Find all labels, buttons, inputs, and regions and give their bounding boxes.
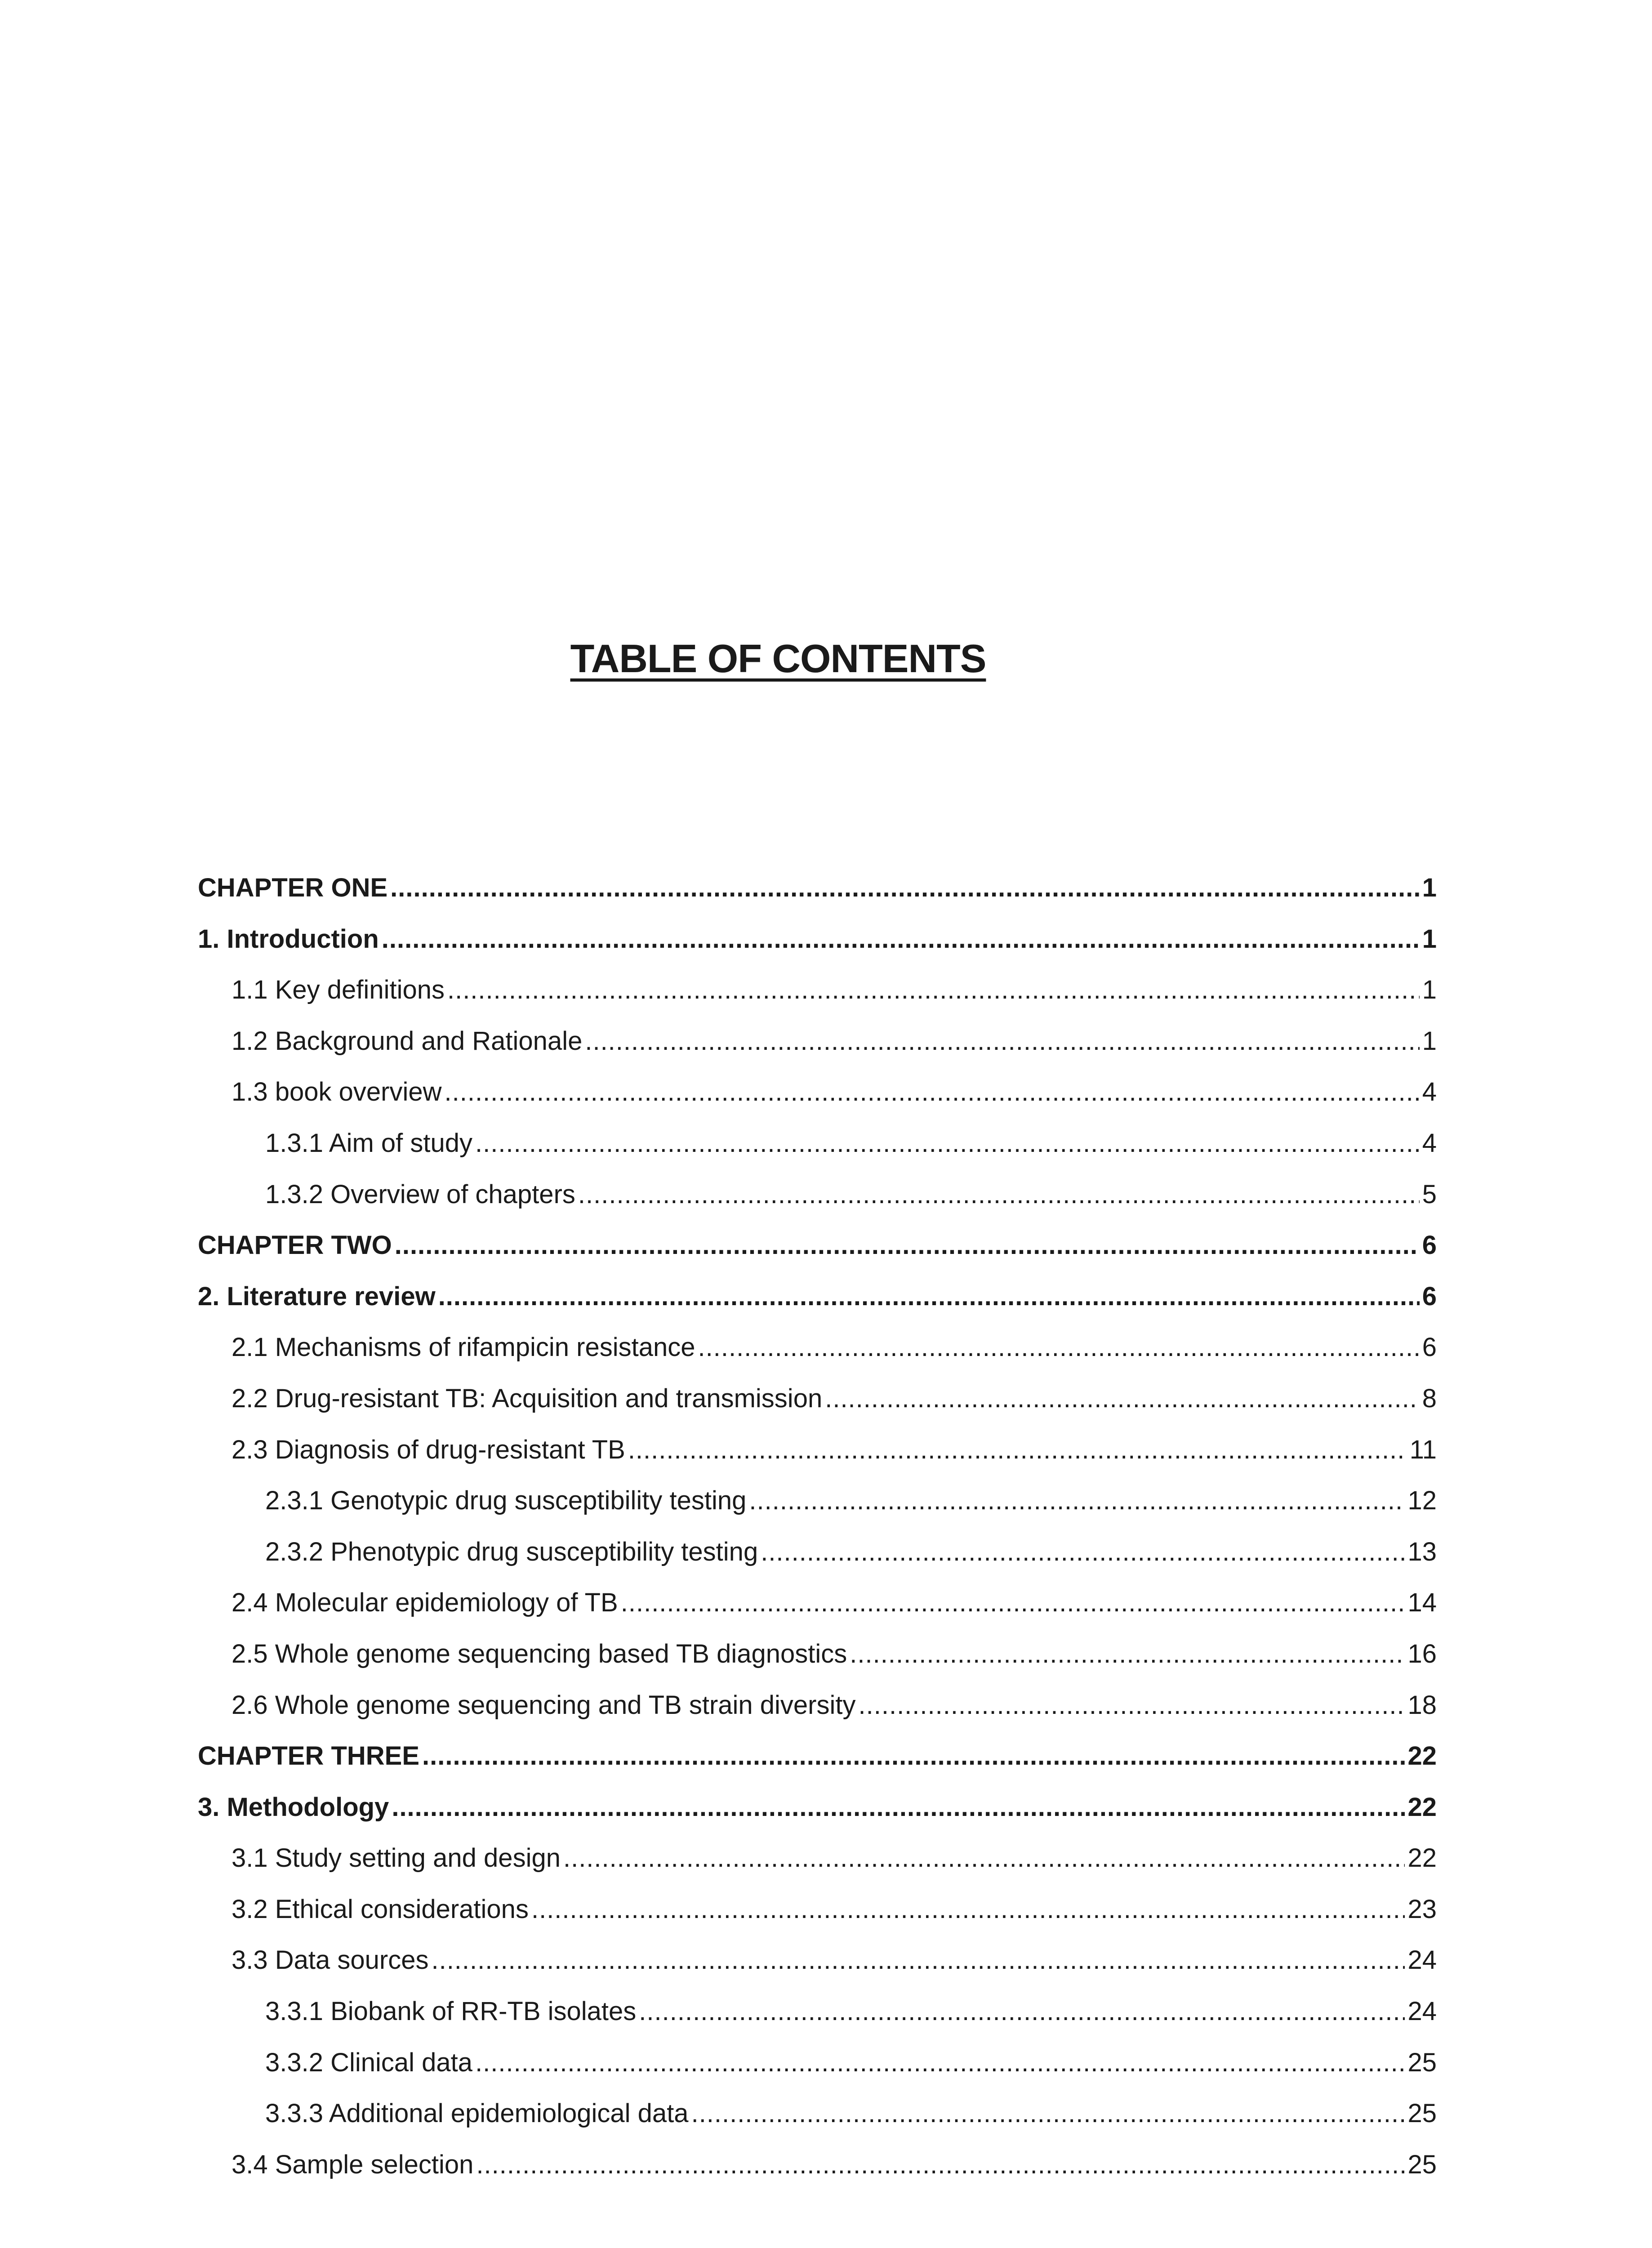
toc-entry[interactable]: [198, 1424, 1437, 1476]
toc-entry-label: 3.3.1 Biobank of RR-TB isolates: [265, 1997, 637, 2026]
toc-dot-leader: [390, 862, 1420, 914]
toc-dot-leader: [444, 1066, 1419, 1118]
toc-entry-label: 3.3.2 Clinical data: [265, 2047, 473, 2077]
toc-dot-leader: [475, 2037, 1405, 2088]
toc-entry[interactable]: [198, 1066, 1437, 1118]
page-title: TABLE OF CONTENTS: [570, 636, 986, 681]
toc-dot-leader: [431, 1935, 1405, 1986]
toc-entry[interactable]: [198, 1833, 1437, 1884]
toc-entry-page-number: 1: [1422, 1026, 1437, 1056]
toc-entry-label: 3. Methodology: [198, 1792, 389, 1822]
toc-entry-label: 3.1 Study setting and design: [232, 1843, 561, 1873]
toc-dot-leader: [392, 1782, 1405, 1833]
toc-entry-page-number: 23: [1407, 1894, 1437, 1924]
toc-entry[interactable]: [198, 1884, 1437, 1935]
toc-entry[interactable]: [198, 1373, 1437, 1424]
toc-entry-page-number: 1: [1422, 873, 1437, 902]
toc-dot-leader: [476, 2139, 1405, 2190]
toc-entry-label: 2.1 Mechanisms of rifampicin resistance: [232, 1333, 695, 1362]
toc-dot-leader: [749, 1475, 1405, 1526]
toc-dot-leader: [628, 1424, 1407, 1476]
toc-entry-page-number: 25: [1407, 2150, 1437, 2179]
toc-entry[interactable]: [198, 1731, 1437, 1782]
toc-entry-label: CHAPTER ONE: [198, 873, 388, 902]
toc-entry-page-number: 6: [1422, 1231, 1437, 1260]
toc-entry-label: 3.4 Sample selection: [232, 2150, 474, 2179]
toc-entry-page-number: 1: [1422, 975, 1437, 1005]
toc-dot-leader: [531, 1884, 1405, 1935]
toc-entry-label: 3.3.3 Additional epidemiological data: [265, 2099, 689, 2128]
toc-entry-label: 1.3.2 Overview of chapters: [265, 1179, 575, 1209]
toc-dot-leader: [438, 1271, 1420, 1322]
toc-entry-page-number: 13: [1407, 1537, 1437, 1566]
toc-dot-leader: [578, 1169, 1420, 1220]
toc-dot-leader: [761, 1526, 1405, 1578]
toc-entry[interactable]: [198, 1577, 1437, 1628]
toc-entry-label: 2.5 Whole genome sequencing based TB diagnostics: [232, 1639, 847, 1668]
toc-entry[interactable]: [198, 1322, 1437, 1373]
toc-entry-page-number: 1: [1422, 924, 1437, 954]
toc-entry[interactable]: [198, 1986, 1437, 2037]
toc-entry-label: 3.2 Ethical considerations: [232, 1894, 529, 1924]
toc-entry[interactable]: [198, 1526, 1437, 1578]
toc-entry-page-number: 22: [1407, 1792, 1437, 1822]
toc-entry-page-number: 6: [1422, 1333, 1437, 1362]
toc-dot-leader: [859, 1680, 1405, 1731]
toc-dot-leader: [621, 1577, 1405, 1628]
toc-entry-label: 2.3 Diagnosis of drug-resistant TB: [232, 1435, 625, 1464]
toc-entry-page-number: 24: [1407, 1945, 1437, 1975]
toc-dot-leader: [563, 1833, 1405, 1884]
toc-dot-leader: [850, 1628, 1405, 1680]
toc-entry[interactable]: [198, 1680, 1437, 1731]
toc-entry-page-number: 18: [1407, 1690, 1437, 1720]
toc-entry[interactable]: [198, 1628, 1437, 1680]
toc-dot-leader: [475, 1118, 1420, 1169]
toc-entry-label: 1.3.1 Aim of study: [265, 1128, 473, 1158]
toc-entry[interactable]: [198, 1016, 1437, 1067]
toc-entry-page-number: 4: [1422, 1077, 1437, 1107]
toc-entry[interactable]: [198, 1475, 1437, 1526]
toc-entry-page-number: 16: [1407, 1639, 1437, 1668]
toc-entry-page-number: 12: [1407, 1486, 1437, 1516]
toc-entry-label: 1. Introduction: [198, 924, 379, 954]
toc-entry[interactable]: [198, 1169, 1437, 1220]
toc-entry-page-number: 14: [1407, 1588, 1437, 1618]
toc-entry-label: 2.2 Drug-resistant TB: Acquisition and transmission: [232, 1383, 823, 1413]
toc-entry-page-number: 8: [1422, 1383, 1437, 1413]
toc-entry-page-number: 4: [1422, 1128, 1437, 1158]
toc-entry-page-number: 25: [1407, 2099, 1437, 2128]
toc-entry[interactable]: [198, 1782, 1437, 1833]
toc-dot-leader: [698, 1322, 1420, 1373]
toc-entry-label: 2.6 Whole genome sequencing and TB strain diversity: [232, 1690, 856, 1720]
toc-dot-leader: [447, 964, 1420, 1016]
toc-entry[interactable]: [198, 862, 1437, 914]
toc-entry[interactable]: [198, 914, 1437, 965]
toc-entry[interactable]: [198, 2139, 1437, 2190]
toc-entry-label: 3.3 Data sources: [232, 1945, 429, 1975]
toc-dot-leader: [639, 1986, 1405, 2037]
toc-entry[interactable]: [198, 2088, 1437, 2139]
toc-entry-page-number: 22: [1407, 1843, 1437, 1873]
toc-entry-page-number: 25: [1407, 2047, 1437, 2077]
toc-entry[interactable]: [198, 964, 1437, 1016]
toc-entry-label: 1.1 Key definitions: [232, 975, 445, 1005]
toc-dot-leader: [395, 1220, 1420, 1271]
toc-entry-page-number: 22: [1407, 1741, 1437, 1771]
toc-dot-leader: [422, 1731, 1405, 1782]
toc-entry-label: 2.4 Molecular epidemiology of TB: [232, 1588, 618, 1618]
toc-entry-label: CHAPTER TWO: [198, 1231, 392, 1260]
toc-entry[interactable]: [198, 1220, 1437, 1271]
toc-dot-leader: [691, 2088, 1405, 2139]
toc-entry[interactable]: [198, 1118, 1437, 1169]
toc-entry-page-number: 6: [1422, 1281, 1437, 1311]
toc-entry[interactable]: [198, 1271, 1437, 1322]
toc-entry-label: 1.3 book overview: [232, 1077, 442, 1107]
toc-entry-page-number: 24: [1407, 1997, 1437, 2026]
toc-entry-label: 2. Literature review: [198, 1281, 436, 1311]
toc-entry[interactable]: [198, 2037, 1437, 2088]
toc-entry-page-number: 11: [1409, 1435, 1437, 1464]
toc-dot-leader: [382, 914, 1420, 965]
toc-entry-label: CHAPTER THREE: [198, 1741, 420, 1771]
toc-dot-leader: [585, 1016, 1419, 1067]
toc-entry-label: 2.3.2 Phenotypic drug susceptibility testing: [265, 1537, 758, 1566]
toc-entry-page-number: 5: [1422, 1179, 1437, 1209]
toc-dot-leader: [825, 1373, 1420, 1424]
toc-entry-label: 2.3.1 Genotypic drug susceptibility testing: [265, 1486, 747, 1516]
toc-entry[interactable]: [198, 1935, 1437, 1986]
table-of-contents-list: [198, 862, 1437, 2190]
toc-entry-label: 1.2 Background and Rationale: [232, 1026, 583, 1056]
